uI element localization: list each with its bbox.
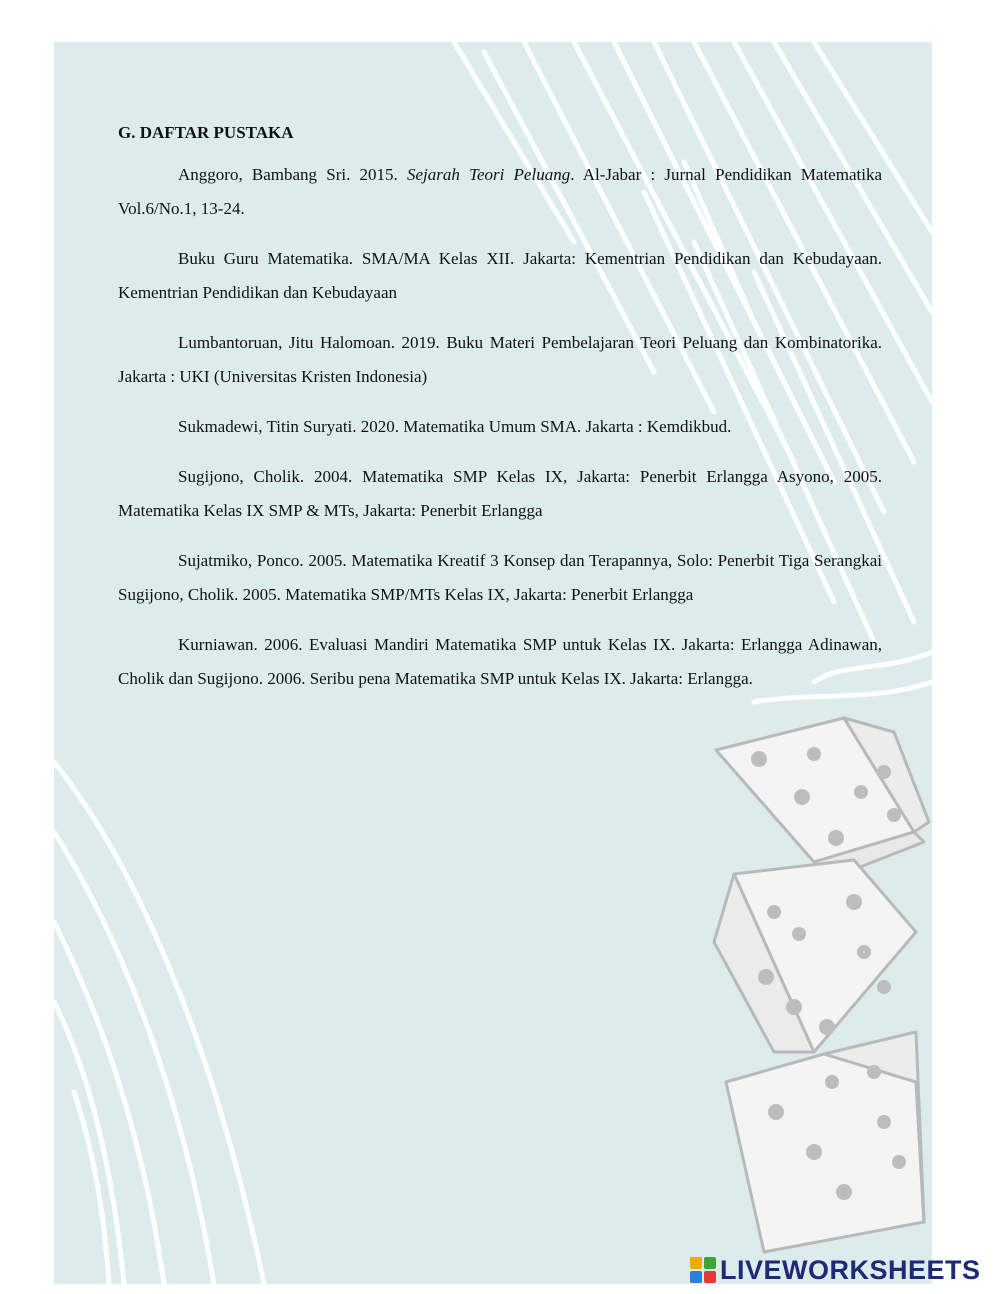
reference-item: Sukmadewi, Titin Suryati. 2020. Matematika Umum SMA. Jakarta : Kemdikbud. xyxy=(178,417,732,436)
bibliography-section xyxy=(118,116,882,712)
reference-item: Lumbantoruan, Jitu Halomoan. 2019. Buku Materi Pembelajaran Teori Peluang dan Kombinatorika. Jakarta : UKI (Universitas Kristen Indonesia) xyxy=(118,333,882,386)
reference-item: Sugijono, Cholik. 2004. Matematika SMP Kelas IX, Jakarta: Penerbit Erlangga Asyono, 2005. Matematika Kelas IX SMP & MTs, Jakarta: Penerbit Erlangga xyxy=(118,467,882,520)
reference-item: Sujatmiko, Ponco. 2005. Matematika Kreatif 3 Konsep dan Terapannya, Solo: Penerbit Tiga Serangkai Sugijono, Cholik. 2005. Matematika SMP/MTs Kelas IX, Jakarta: Penerbit Erlangga xyxy=(118,551,882,604)
top-die xyxy=(716,718,929,878)
reference-item: Buku Guru Matematika. SMA/MA Kelas XII. Jakarta: Kementrian Pendidikan dan Kebudayaan. Kementrian Pendidikan dan Kebudayaan xyxy=(118,249,882,302)
section-heading: G. DAFTAR PUSTAKA xyxy=(118,123,294,142)
reference-item: Anggoro, Bambang Sri. 2015. Sejarah Teori Peluang. Al-Jabar : Jurnal Pendidikan Matematika Vol.6/No.1, 13-24. xyxy=(118,165,882,218)
middle-die xyxy=(714,860,916,1052)
worksheet-page xyxy=(54,42,932,1284)
reference-item: Kurniawan. 2006. Evaluasi Mandiri Matematika SMP untuk Kelas IX. Jakarta: Erlangga Adinawan, Cholik dan Sugijono. 2006. Seribu pena Matematika SMP untuk Kelas IX. Jakarta: Erlangga. xyxy=(118,635,882,688)
liveworksheets-mark-icon xyxy=(690,1257,716,1283)
bottom-die xyxy=(726,1032,924,1252)
liveworksheets-logo[interactable] xyxy=(690,1253,981,1287)
dice-icon xyxy=(714,718,929,1252)
brand-name: LIVEWORKSHEETS xyxy=(720,1254,981,1285)
reference-title-italic: Sejarah Teori Peluang xyxy=(406,165,571,184)
